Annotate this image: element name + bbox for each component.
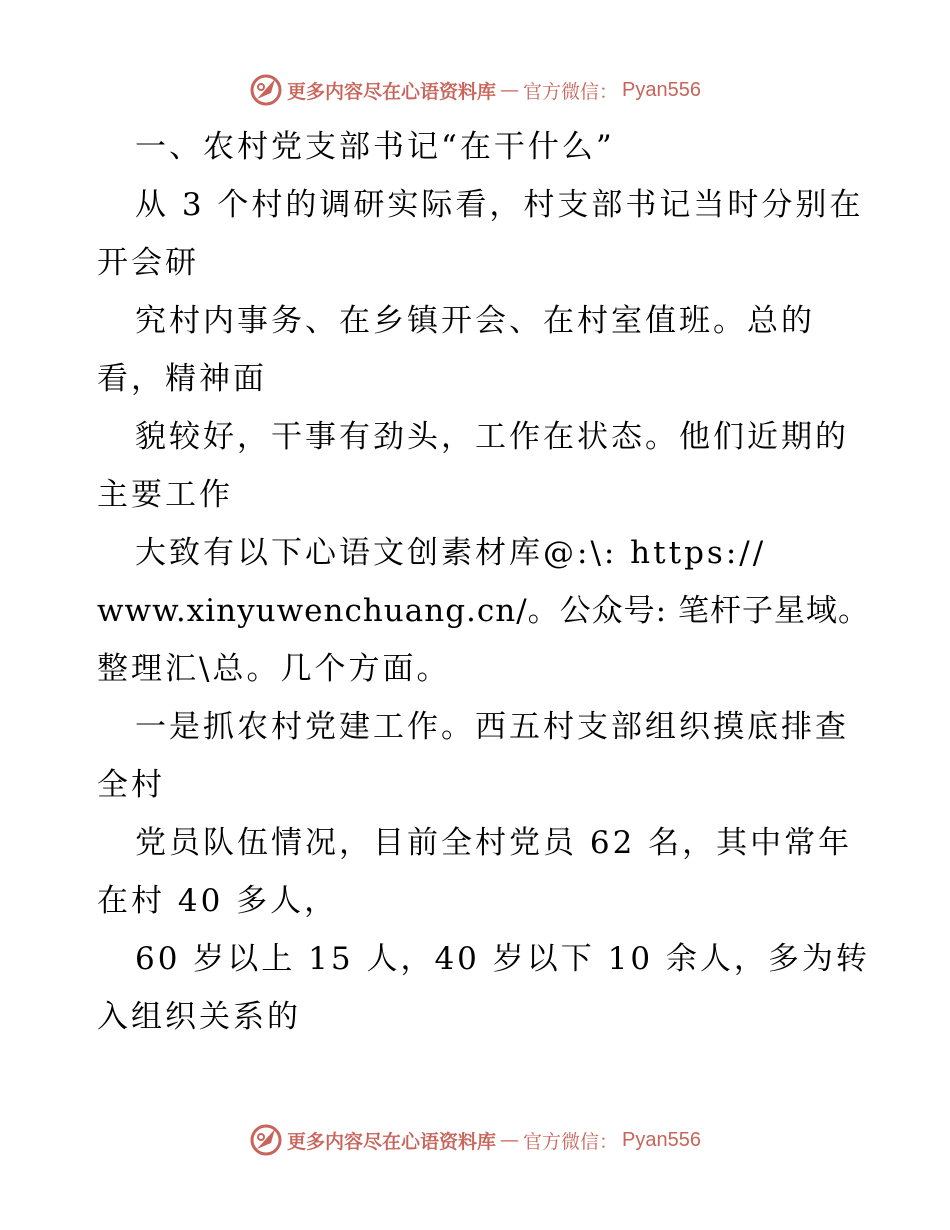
text-line: www.xinyuwenchuang.cn/。公众号: 笔杆子星域。 (97, 593, 870, 629)
text-line: 究村内事务、在乡镇开会、在村室值班。总的 (135, 303, 815, 339)
banner-wechat-id: Pyan556 (622, 78, 701, 101)
banner-dash: — (500, 1129, 520, 1151)
banner-title: 更多内容尽在心语资料库 (287, 1130, 497, 1153)
quill-logo-icon (249, 73, 283, 107)
text-line: 貌较好，干事有劲头，工作在状态。他们近期的 (135, 419, 849, 455)
text-line: 主要工作 (97, 477, 233, 513)
banner-wechat-label: 官方微信： (523, 80, 619, 103)
text-line: 在村 40 多人， (97, 883, 339, 919)
banner-dash: — (500, 79, 520, 101)
text-line: 大致有以下心语文创素材库@:\: https:// (135, 535, 767, 571)
text-line: 一是抓农村党建工作。西五村支部组织摸底排查 (135, 709, 849, 745)
quill-logo-icon (249, 1123, 283, 1157)
text-line: 整理汇\总。几个方面。 (97, 651, 451, 687)
text-line: 从 3 个村的调研实际看，村支部书记当时分别在 (135, 187, 864, 223)
header-banner (0, 70, 950, 110)
banner-title: 更多内容尽在心语资料库 (287, 80, 497, 103)
text-line: 看，精神面 (97, 361, 267, 397)
text-line: 60 岁以上 15 人，40 岁以下 10 余人，多为转 (135, 941, 870, 977)
text-line: 开会研 (97, 245, 199, 281)
text-line: 党员队伍情况，目前全村党员 62 名，其中常年 (135, 825, 853, 861)
banner-wechat-id: Pyan556 (622, 1128, 701, 1151)
text-line: 一、农村党支部书记“在干什么” (135, 129, 615, 165)
document-body (97, 118, 870, 1046)
footer-banner (0, 1120, 950, 1160)
text-line: 全村 (97, 767, 165, 803)
banner-wechat-label: 官方微信： (523, 1130, 619, 1153)
text-line: 入组织关系的 (97, 999, 301, 1035)
